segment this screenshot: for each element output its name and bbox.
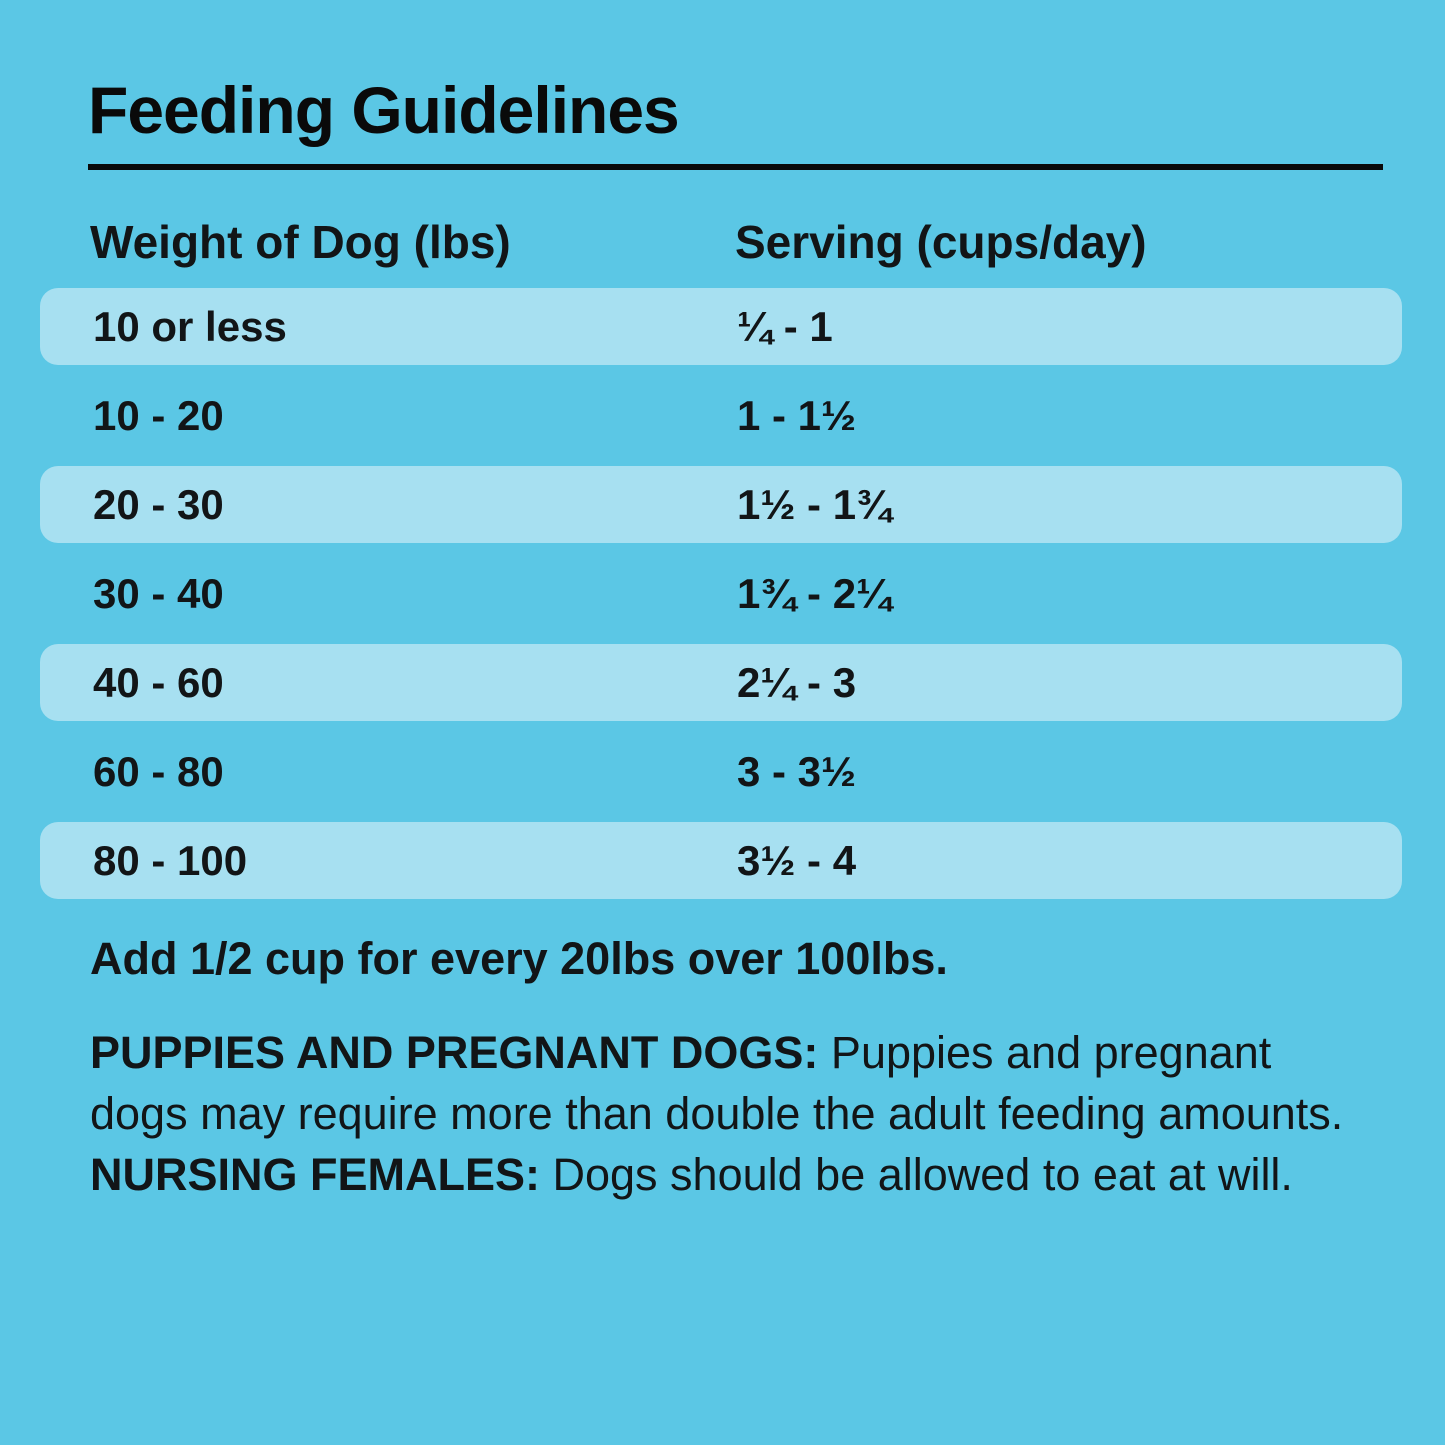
serving-cell: ¼ - 1 (737, 303, 833, 350)
column-header-serving: Serving (cups/day) (735, 216, 1147, 268)
table-row (40, 822, 1402, 899)
table-row (40, 466, 1402, 543)
over-limit-note: Add 1/2 cup for every 20lbs over 100lbs. (90, 933, 948, 984)
table-row (40, 555, 1402, 632)
serving-cell: 3½ - 4 (737, 837, 857, 884)
puppies-pregnant-text: Puppies and pregnant dogs may require more than double the adult feeding amounts. (90, 1027, 1344, 1139)
title-underline (88, 164, 1383, 170)
nursing-females-label: NURSING FEMALES: (90, 1149, 540, 1200)
weight-cell: 10 - 20 (93, 392, 224, 439)
table-row (40, 288, 1402, 365)
serving-cell: 2¼ - 3 (737, 659, 857, 706)
table-row (40, 644, 1402, 721)
table-row (40, 377, 1402, 454)
puppies-pregnant-label: PUPPIES AND PREGNANT DOGS: (90, 1027, 819, 1078)
weight-cell: 80 - 100 (93, 837, 248, 884)
weight-cell: 30 - 40 (93, 570, 224, 617)
feeding-table (40, 288, 1402, 911)
serving-cell: 1½ - 1¾ (737, 481, 892, 528)
special-feeding-paragraph (90, 1022, 1375, 1205)
weight-cell: 20 - 30 (93, 481, 224, 528)
nursing-females-text: Dogs should be allowed to eat at will. (540, 1149, 1293, 1200)
table-header-row (0, 215, 1445, 268)
serving-cell: 3 - 3½ (737, 748, 857, 795)
weight-cell: 40 - 60 (93, 659, 224, 706)
serving-cell: 1¾ - 2¼ (737, 570, 892, 617)
weight-cell: 10 or less (93, 303, 287, 350)
weight-cell: 60 - 80 (93, 748, 224, 795)
table-row (40, 733, 1402, 810)
page-title: Feeding Guidelines (88, 73, 679, 147)
serving-cell: 1 - 1½ (737, 392, 857, 439)
column-header-weight: Weight of Dog (lbs) (90, 216, 511, 268)
